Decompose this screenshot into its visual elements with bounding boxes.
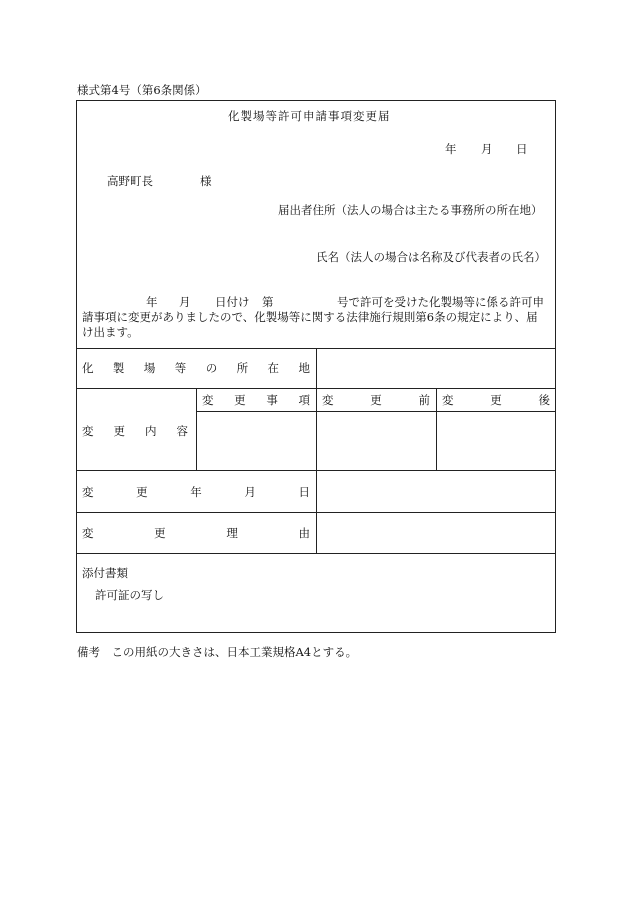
body-date-suffix: 日付け — [215, 295, 250, 309]
body-month: 月 — [179, 295, 191, 309]
change-content-label: 変 更 内 容 — [82, 424, 188, 438]
addressee-honorific: 様 — [200, 174, 212, 188]
before-header: 変 更 前 — [322, 393, 430, 407]
location-label: 化 製 場 等 の 所 在 地 — [82, 361, 310, 375]
grid-line — [436, 388, 437, 470]
grid-line — [316, 348, 317, 553]
date-month: 月 — [481, 142, 493, 156]
applicant-address-label: 届出者住所（法人の場合は主たる事務所の所在地） — [278, 203, 543, 217]
attachments-label: 添付書類 — [82, 566, 128, 580]
date-day: 日 — [516, 142, 528, 156]
grid-line — [196, 388, 197, 470]
form-number: 様式第4号（第6条関係） — [77, 83, 207, 97]
change-reason-label: 変 更 理 由 — [82, 526, 310, 540]
body-number-prefix: 第 — [262, 295, 274, 309]
document-title: 化製場等許可申請事項変更届 — [228, 109, 391, 123]
addressee-name: 高野町長 — [107, 174, 153, 188]
footer-note: 備考 この用紙の大きさは、日本工業規格A4とする。 — [77, 645, 358, 659]
body-line1-rest: 号で許可を受けた化製場等に係る許可申 — [337, 295, 544, 309]
grid-line — [196, 411, 556, 412]
body-line3: け出ます。 — [82, 325, 139, 339]
change-date-label: 変 更 年 月 日 — [82, 485, 310, 499]
change-item-header: 変 更 事 項 — [202, 393, 310, 407]
body-line2: 請事項に変更がありましたので、化製場等に関する法律施行規則第6条の規定により、届 — [82, 310, 538, 324]
attachment-item: 許可証の写し — [95, 588, 164, 602]
grid-line — [76, 553, 556, 554]
after-header: 変 更 後 — [442, 393, 550, 407]
body-year: 年 — [146, 295, 158, 309]
date-year: 年 — [445, 142, 457, 156]
applicant-name-label: 氏名（法人の場合は名称及び代表者の氏名） — [316, 250, 546, 264]
